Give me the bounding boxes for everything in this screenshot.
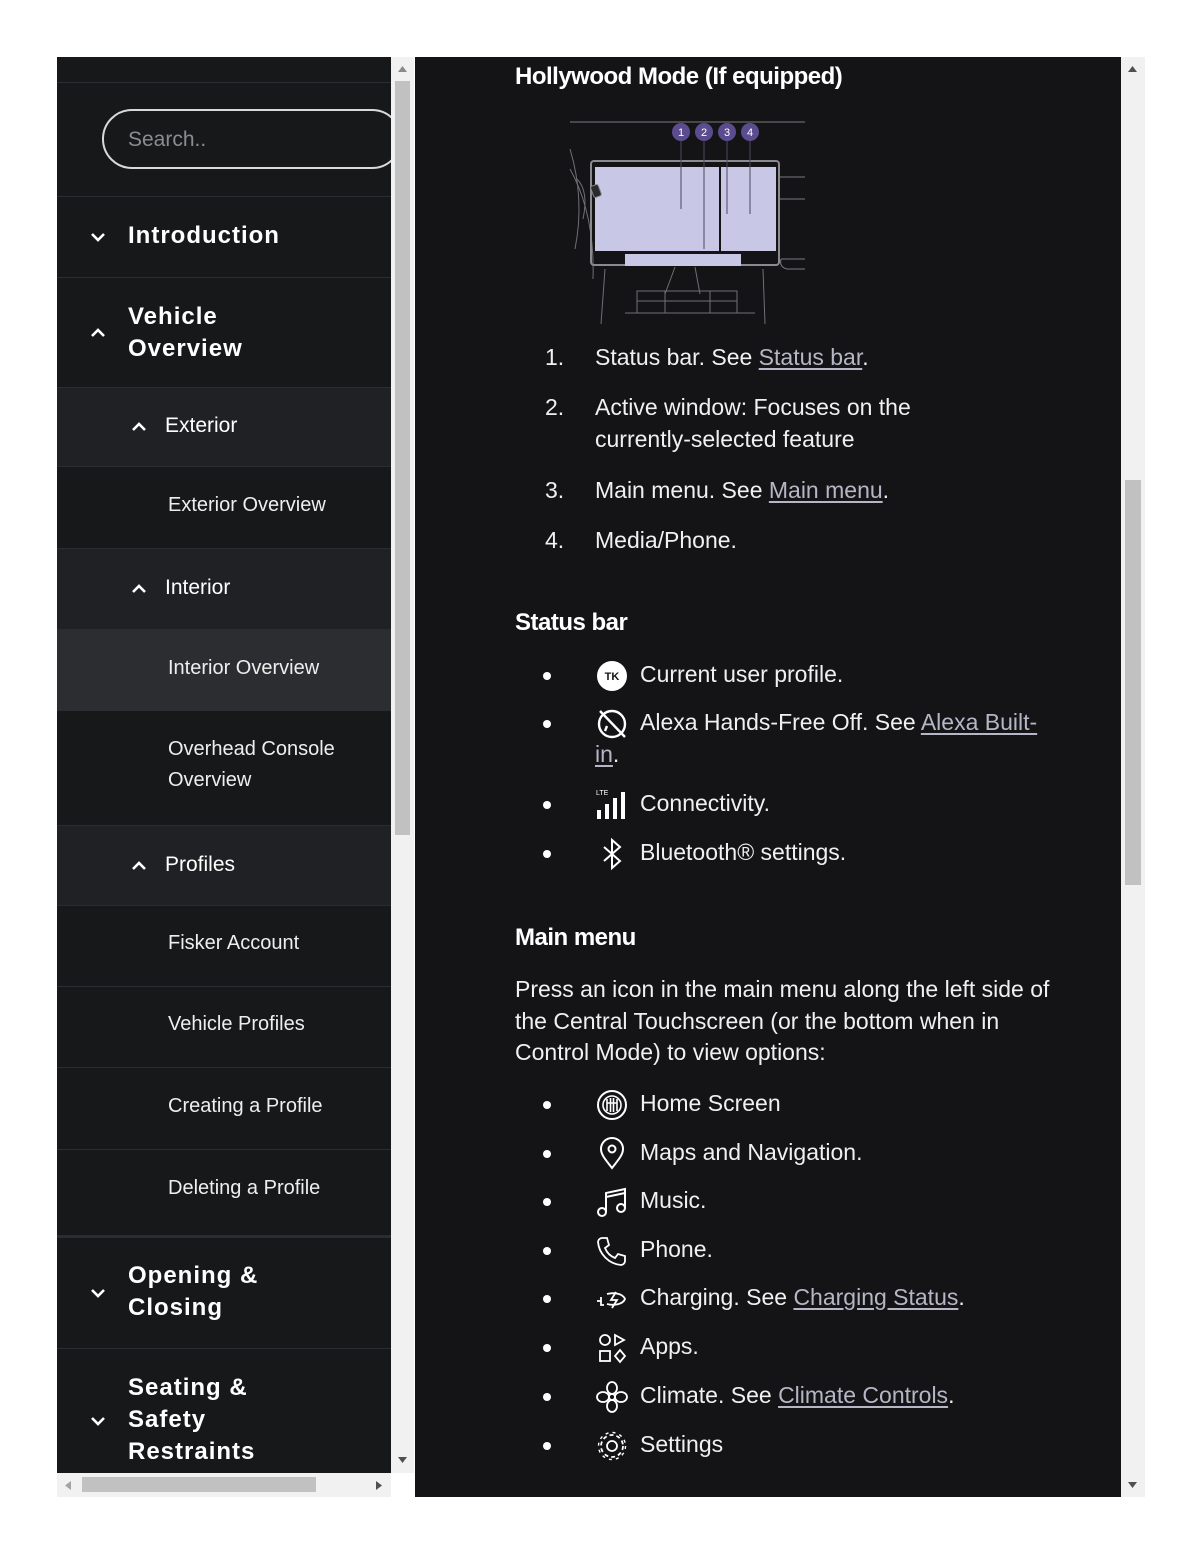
music-note-icon	[595, 1185, 629, 1219]
list-item: Maps and Navigation.	[543, 1137, 1063, 1171]
bullet	[543, 720, 551, 728]
nav-label: Vehicle Profiles	[168, 1013, 305, 1035]
list-item: Settings	[543, 1429, 1063, 1463]
sidebar-nav	[57, 57, 391, 1473]
list-item: Bluetooth® settings.	[543, 837, 1063, 871]
scroll-right-arrow-icon[interactable]	[375, 1480, 383, 1491]
list-item: LTE Connectivity.	[543, 788, 1063, 822]
chevron-up-icon	[88, 323, 108, 343]
bullet	[543, 801, 551, 809]
chevron-down-icon	[88, 1411, 108, 1431]
numbered-item: 1. Status bar. See Status bar.	[545, 344, 869, 370]
nav-item-fisker-account[interactable]	[57, 905, 391, 986]
chevron-down-icon	[88, 1283, 108, 1303]
list-item: TK Current user profile.	[543, 659, 1063, 693]
climate-fan-icon	[595, 1380, 629, 1414]
charging-status-link[interactable]: Charging Status	[793, 1284, 959, 1310]
section-title-main-menu: Main menu	[515, 924, 636, 951]
list-item: Climate. See Climate Controls.	[543, 1380, 1063, 1414]
svg-text:TK: TK	[604, 671, 620, 683]
callout-3: 3	[723, 127, 731, 139]
main-vertical-scrollbar[interactable]	[1121, 57, 1145, 1497]
nav-item-deleting-a-profile[interactable]	[57, 1149, 391, 1235]
divider	[57, 82, 391, 83]
list-item: Phone.	[543, 1234, 1063, 1268]
nav-label: Overhead Console Overview	[168, 738, 335, 791]
nav-item-exterior-overview[interactable]	[57, 466, 391, 548]
list-item: Music.	[543, 1185, 1063, 1219]
sidebar-horizontal-scrollbar[interactable]	[57, 1473, 391, 1497]
bullet	[543, 1198, 551, 1206]
bullet	[543, 1101, 551, 1109]
search-input[interactable]	[126, 121, 390, 159]
touchscreen-illustration	[565, 119, 810, 324]
numbered-item: 3. Main menu. See Main menu.	[545, 477, 890, 503]
nav-label: Introduction	[128, 222, 280, 249]
callout-4: 4	[746, 127, 754, 139]
bullet	[543, 1344, 551, 1352]
chevron-up-icon	[129, 417, 149, 437]
bullet	[543, 1247, 551, 1255]
nav-label: Vehicle Overview	[128, 303, 243, 362]
bullet	[543, 1442, 551, 1450]
nav-label: Exterior Overview	[168, 494, 326, 516]
charging-icon	[595, 1282, 629, 1316]
nav-label: Profiles	[165, 853, 236, 876]
climate-controls-link[interactable]: Climate Controls	[778, 1382, 949, 1408]
scroll-up-arrow-icon[interactable]	[397, 65, 408, 73]
callout-1: 1	[677, 127, 685, 139]
chevron-up-icon	[129, 579, 149, 599]
bullet	[543, 1393, 551, 1401]
alexa-built-in-link[interactable]: Alexa Built-in	[595, 709, 1038, 767]
lte-signal-icon	[595, 788, 629, 822]
section-title-hollywood-mode: Hollywood Mode (If equipped)	[515, 63, 843, 90]
nav-item-seating-safety-restraints[interactable]	[57, 1348, 391, 1473]
nav-item-opening-closing[interactable]	[57, 1235, 391, 1348]
settings-gear-icon	[595, 1429, 629, 1463]
bullet	[543, 1150, 551, 1158]
main-menu-link[interactable]: Main menu	[768, 477, 883, 503]
bluetooth-icon	[595, 837, 629, 871]
nav-label: Deleting a Profile	[168, 1177, 321, 1199]
list-item: Home Screen	[543, 1088, 1063, 1122]
scrollbar-thumb[interactable]	[395, 81, 410, 835]
scroll-left-arrow-icon[interactable]	[64, 1480, 72, 1491]
svg-text:LTE: LTE	[596, 790, 609, 797]
home-screen-icon	[595, 1088, 629, 1122]
scroll-down-arrow-icon[interactable]	[1127, 1481, 1138, 1489]
list-item: Charging. See Charging Status.	[543, 1282, 1063, 1316]
nav-item-overhead-console-overview[interactable]	[57, 710, 391, 825]
bullet	[543, 850, 551, 858]
main-content	[415, 57, 1121, 1497]
nav-label: Fisker Account	[168, 932, 300, 954]
nav-item-vehicle-profiles[interactable]	[57, 986, 391, 1067]
map-pin-icon	[595, 1137, 629, 1171]
scroll-up-arrow-icon[interactable]	[1127, 65, 1138, 73]
nav-item-vehicle-overview[interactable]	[57, 277, 391, 387]
nav-label: Seating & Safety Restraints	[128, 1374, 256, 1465]
chevron-up-icon	[129, 856, 149, 876]
scrollbar-thumb[interactable]	[82, 1477, 316, 1492]
apps-icon	[595, 1331, 629, 1365]
callout-2: 2	[700, 127, 708, 139]
section-title-status-bar: Status bar	[515, 609, 628, 636]
user-profile-icon	[595, 659, 629, 693]
figure-callouts	[672, 123, 759, 141]
nav-label: Creating a Profile	[168, 1095, 323, 1117]
nav-item-profiles[interactable]	[57, 825, 391, 905]
list-item: Alexa Hands-Free Off. See Alexa Built-in.	[543, 707, 1063, 777]
numbered-item: 4. Media/Phone.	[545, 527, 737, 553]
search-box[interactable]	[102, 109, 391, 169]
phone-icon	[595, 1234, 629, 1268]
nav-label: Opening & Closing	[128, 1262, 259, 1321]
nav-item-creating-a-profile[interactable]	[57, 1067, 391, 1149]
status-bar-link[interactable]: Status bar	[758, 344, 863, 370]
bullet	[543, 1295, 551, 1303]
nav-item-introduction[interactable]	[57, 196, 391, 277]
numbered-item: 2. Active window: Focuses on the currently-selected feature	[545, 394, 911, 452]
scrollbar-thumb[interactable]	[1125, 480, 1141, 885]
nav-item-interior-overview[interactable]	[57, 629, 391, 710]
sidebar-vertical-scrollbar[interactable]	[391, 57, 414, 1473]
chevron-down-icon	[88, 227, 108, 247]
nav-label: Exterior	[165, 414, 238, 437]
nav-item-exterior[interactable]	[57, 387, 391, 466]
nav-label: Interior Overview	[168, 657, 320, 679]
main-menu-intro: Press an icon in the main menu along the left side of the Central Touchscreen (or the bottom when in Control Mode) to view options:	[515, 976, 1050, 1065]
bullet	[543, 672, 551, 680]
nav-item-interior[interactable]	[57, 548, 391, 629]
nav-label: Interior	[165, 576, 231, 599]
scroll-down-arrow-icon[interactable]	[397, 1456, 408, 1464]
list-item: Apps.	[543, 1331, 1063, 1365]
